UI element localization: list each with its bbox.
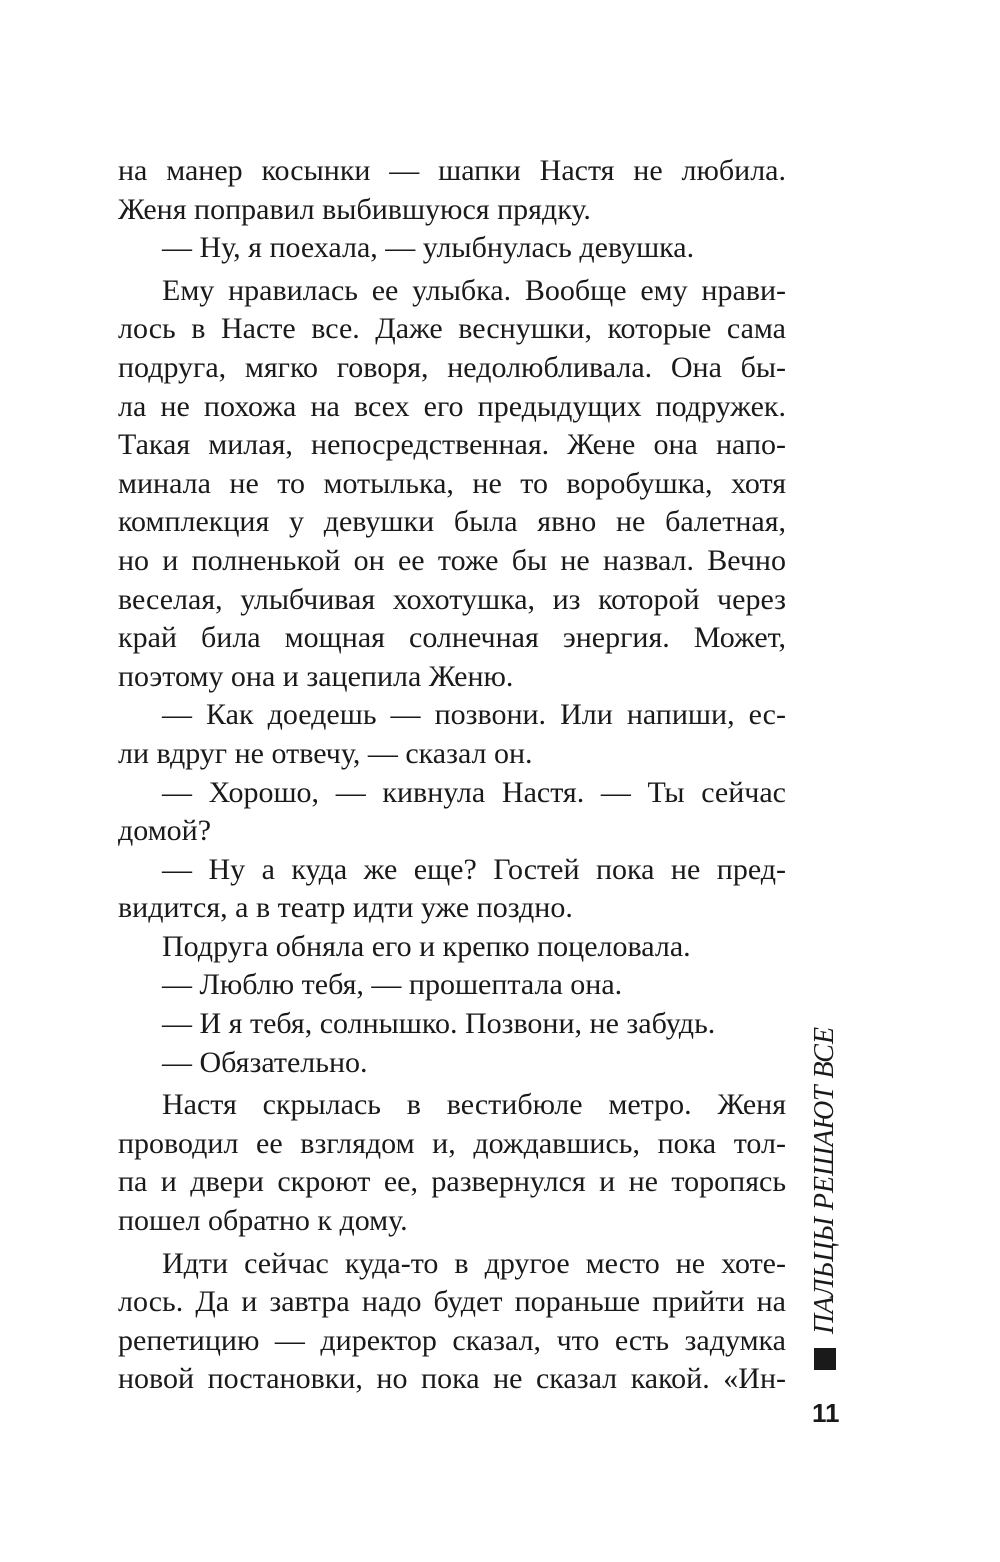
text-line: лось. Да и завтра надо будет пораньше прийти на	[118, 1285, 786, 1319]
text-line: Женя поправил выбившуюся прядку.	[118, 192, 591, 226]
text-line: веселая, улыбчивая хохотушка, из которой через	[118, 582, 786, 616]
text-line: — И я тебя, солнышко. Позвони, не забудь.	[162, 1007, 716, 1041]
running-title-text: ПАЛЬЦЫ РЕШАЮТ ВСЕ	[809, 1026, 840, 1334]
text-line: Подруга обняла его и крепко поцеловала.	[162, 929, 691, 963]
text-line: комплекция у девушки была явно не балетная,	[118, 505, 786, 539]
page-number: 11	[812, 1398, 840, 1428]
text-line: Ему нравилась ее улыбка. Вообще ему нрави-	[162, 273, 786, 307]
text-line: проводил ее взглядом и, дождавшись, пока тол-	[118, 1126, 786, 1160]
text-line: лось в Насте все. Даже веснушки, которые сама	[118, 312, 786, 346]
text-line: Настя скрылась в вестибюле метро. Женя	[162, 1088, 786, 1122]
text-line: на манер косынки — шапки Настя не любила.	[118, 154, 786, 187]
square-bullet-icon	[814, 1348, 836, 1370]
text-line: но и полненькой он ее тоже бы не назвал. Вечно	[118, 543, 786, 577]
text-line: ла не похожа на всех его предыдущих подружек.	[118, 389, 786, 423]
text-line: — Люблю тебя, — прошептала она.	[162, 968, 623, 1002]
text-line: — Как доедешь — позвони. Или напиши, ес-	[162, 698, 786, 732]
text-line: Такая милая, непосредственная. Жене она напо-	[118, 428, 786, 462]
text-line: репетицию — директор сказал, что есть задумка	[118, 1323, 786, 1357]
text-line: домой?	[118, 814, 212, 848]
text-line: — Ну а куда же еще? Гостей пока не пред-	[162, 852, 786, 886]
text-line: — Ну, я поехала, — улыбнулась девушка.	[162, 231, 695, 265]
text-line: видится, а в театр идти уже поздно.	[118, 891, 573, 925]
text-line: — Хорошо, — кивнула Настя. — Ты сейчас	[162, 775, 786, 809]
running-title	[805, 1010, 845, 1370]
text-line: Идти сейчас куда-то в другое место не хоте-	[162, 1246, 786, 1280]
body-text	[118, 152, 786, 1399]
text-line: край била мощная солнечная энергия. Может,	[118, 621, 786, 655]
text-line: пошел обратно к дому.	[118, 1204, 408, 1238]
text-line: ли вдруг не отвечу, — сказал он.	[118, 736, 533, 770]
text-line: новой постановки, но пока не сказал какой. «Ин-	[118, 1362, 786, 1396]
text-line: подруга, мягко говоря, недолюбливала. Она бы-	[118, 350, 786, 384]
text-line: па и двери скроют ее, развернулся и не торопясь	[118, 1165, 786, 1199]
text-line: — Обязательно.	[162, 1045, 368, 1079]
text-line: минала не то мотылька, не то воробушка, хотя	[118, 466, 786, 500]
text-line: поэтому она и зацепила Женю.	[118, 659, 514, 693]
